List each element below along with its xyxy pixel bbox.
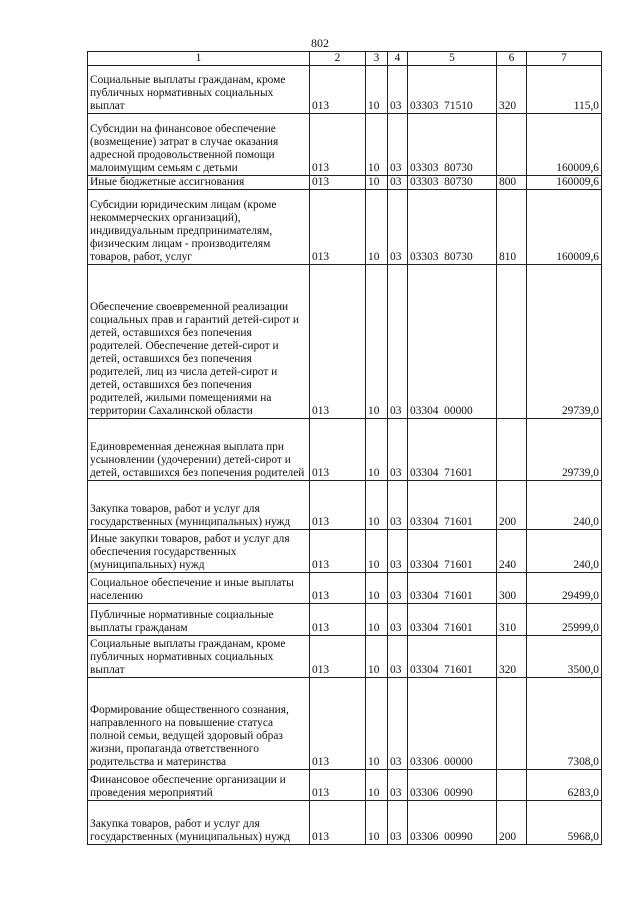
target-article-code: 03304 71601: [408, 604, 497, 636]
ministry-code: 013: [310, 604, 366, 636]
table-row: [88, 604, 602, 636]
amount: 160009,6: [527, 190, 602, 265]
row-name: Социальные выплаты гражданам, кроме публичных нормативных социальных выплат: [88, 636, 310, 678]
table-row: [88, 265, 602, 419]
amount: 6283,0: [527, 770, 602, 801]
budget-table: [87, 51, 602, 845]
row-name: Субсидии юридическим лицам (кроме некоммерческих организаций), индивидуальным предпринимателям, физическим лицам - производителям товаров, работ, услуг: [88, 190, 310, 265]
row-name: Социальные выплаты гражданам, кроме публичных нормативных социальных выплат: [88, 66, 310, 114]
table-row: [88, 636, 602, 678]
ministry-code: 013: [310, 481, 366, 530]
section-code: 10: [366, 114, 388, 176]
target-article-code: 03303 80730: [408, 190, 497, 265]
target-article-code: 03304 71601: [408, 481, 497, 530]
section-code: 10: [366, 636, 388, 678]
subsection-code: 03: [388, 573, 408, 604]
subsection-code: 03: [388, 190, 408, 265]
amount: 240,0: [527, 481, 602, 530]
header-col-5: 5: [408, 52, 497, 66]
section-code: 10: [366, 481, 388, 530]
amount: 240,0: [527, 530, 602, 573]
subsection-code: 03: [388, 176, 408, 190]
expense-type-code: 300: [497, 573, 527, 604]
expense-type-code: 200: [497, 801, 527, 845]
row-name: Субсидии на финансовое обеспечение (возмещение) затрат в случае оказания адресной продовольственной помощи малоимущим семьям с детьми: [88, 114, 310, 176]
ministry-code: 013: [310, 573, 366, 604]
expense-type-code: 240: [497, 530, 527, 573]
subsection-code: 03: [388, 636, 408, 678]
row-name: Финансовое обеспечение организации и проведения мероприятий: [88, 770, 310, 801]
table-row: [88, 114, 602, 176]
expense-type-code: 320: [497, 66, 527, 114]
amount: 7308,0: [527, 678, 602, 770]
ministry-code: 013: [310, 66, 366, 114]
target-article-code: 03303 80730: [408, 176, 497, 190]
row-name: Обеспечение своевременной реализации социальных прав и гарантий детей-сирот и детей, оставшихся без попечения родителей. Обеспечение детей-сирот и детей, оставшихся без попечения родителей, лиц из числа детей-сирот и детей, оставшихся без попечения родителей, жилыми помещениями на территории Сахалинской области: [88, 265, 310, 419]
row-name: Публичные нормативные социальные выплаты гражданам: [88, 604, 310, 636]
subsection-code: 03: [388, 419, 408, 481]
ministry-code: 013: [310, 190, 366, 265]
row-name: Закупка товаров, работ и услуг для государственных (муниципальных) нужд: [88, 481, 310, 530]
target-article-code: 03303 80730: [408, 114, 497, 176]
table-row: [88, 190, 602, 265]
amount: 25999,0: [527, 604, 602, 636]
ministry-code: 013: [310, 419, 366, 481]
expense-type-code: 320: [497, 636, 527, 678]
row-name: Иные закупки товаров, работ и услуг для обеспечения государственных (муниципальных) нужд: [88, 530, 310, 573]
section-code: 10: [366, 419, 388, 481]
subsection-code: 03: [388, 770, 408, 801]
section-code: 10: [366, 678, 388, 770]
section-code: 10: [366, 801, 388, 845]
expense-type-code: [497, 419, 527, 481]
header-col-2: 2: [310, 52, 366, 66]
section-code: 10: [366, 66, 388, 114]
expense-type-code: [497, 678, 527, 770]
ministry-code: 013: [310, 801, 366, 845]
expense-type-code: 800: [497, 176, 527, 190]
subsection-code: 03: [388, 66, 408, 114]
header-col-7: 7: [527, 52, 602, 66]
table-row: [88, 176, 602, 190]
table-row: [88, 66, 602, 114]
expense-type-code: 200: [497, 481, 527, 530]
subsection-code: 03: [388, 114, 408, 176]
subsection-code: 03: [388, 530, 408, 573]
header-col-3: 3: [366, 52, 388, 66]
amount: 160009,6: [527, 114, 602, 176]
page-number: 802: [311, 36, 329, 50]
subsection-code: 03: [388, 801, 408, 845]
target-article-code: 03306 00990: [408, 801, 497, 845]
amount: 29739,0: [527, 419, 602, 481]
section-code: 10: [366, 530, 388, 573]
row-name: Иные бюджетные ассигнования: [88, 176, 310, 190]
subsection-code: 03: [388, 481, 408, 530]
header-col-6: 6: [497, 52, 527, 66]
amount: 3500,0: [527, 636, 602, 678]
target-article-code: 03306 00990: [408, 770, 497, 801]
header-row: [88, 52, 602, 66]
section-code: 10: [366, 770, 388, 801]
row-name: Закупка товаров, работ и услуг для государственных (муниципальных) нужд: [88, 801, 310, 845]
target-article-code: 03304 71601: [408, 573, 497, 604]
row-name: Социальное обеспечение и иные выплаты населению: [88, 573, 310, 604]
target-article-code: 03304 71601: [408, 419, 497, 481]
amount: 115,0: [527, 66, 602, 114]
ministry-code: 013: [310, 114, 366, 176]
section-code: 10: [366, 190, 388, 265]
header-col-1: 1: [88, 52, 310, 66]
ministry-code: 013: [310, 636, 366, 678]
target-article-code: 03303 71510: [408, 66, 497, 114]
subsection-code: 03: [388, 604, 408, 636]
table-row: [88, 678, 602, 770]
amount: 29499,0: [527, 573, 602, 604]
section-code: 10: [366, 176, 388, 190]
subsection-code: 03: [388, 678, 408, 770]
target-article-code: 03304 71601: [408, 530, 497, 573]
header-col-4: 4: [388, 52, 408, 66]
expense-type-code: [497, 770, 527, 801]
ministry-code: 013: [310, 176, 366, 190]
row-name: Единовременная денежная выплата при усыновлении (удочерении) детей-сирот и детей, оставшихся без попечения родителей: [88, 419, 310, 481]
target-article-code: 03306 00000: [408, 678, 497, 770]
target-article-code: 03304 00000: [408, 265, 497, 419]
section-code: 10: [366, 604, 388, 636]
ministry-code: 013: [310, 530, 366, 573]
amount: 5968,0: [527, 801, 602, 845]
amount: 160009,6: [527, 176, 602, 190]
table-row: [88, 801, 602, 845]
ministry-code: 013: [310, 770, 366, 801]
section-code: 10: [366, 573, 388, 604]
expense-type-code: 310: [497, 604, 527, 636]
ministry-code: 013: [310, 678, 366, 770]
subsection-code: 03: [388, 265, 408, 419]
expense-type-code: 810: [497, 190, 527, 265]
expense-type-code: [497, 114, 527, 176]
ministry-code: 013: [310, 265, 366, 419]
table-row: [88, 419, 602, 481]
target-article-code: 03304 71601: [408, 636, 497, 678]
expense-type-code: [497, 265, 527, 419]
table-row: [88, 573, 602, 604]
section-code: 10: [366, 265, 388, 419]
table-row: [88, 530, 602, 573]
table-row: [88, 770, 602, 801]
amount: 29739,0: [527, 265, 602, 419]
table-row: [88, 481, 602, 530]
row-name: Формирование общественного сознания, направленного на повышение статуса полной семьи, ведущей здоровый образ жизни, пропаганда ответственного родительства и материнства: [88, 678, 310, 770]
